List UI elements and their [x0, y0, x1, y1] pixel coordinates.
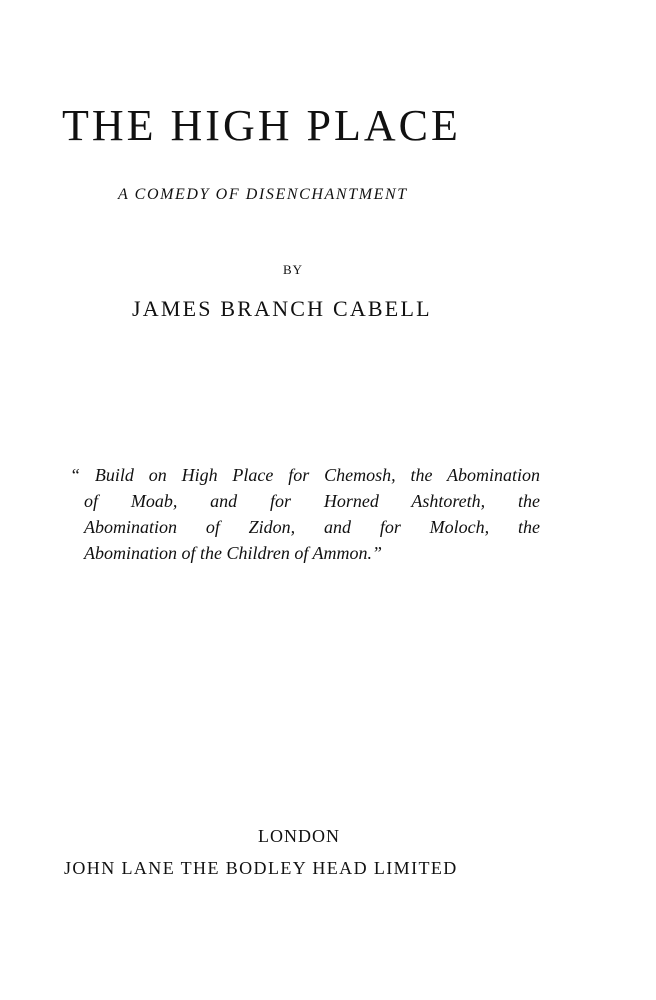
imprint-publisher: JOHN LANE THE BODLEY HEAD LIMITED: [64, 858, 458, 878]
epigraph-line: of Moab, and for Horned Ashtoreth, the: [84, 491, 540, 511]
book-title: THE HIGH PLACE: [62, 101, 461, 150]
book-subtitle: A COMEDY OF DISENCHANTMENT: [118, 186, 408, 203]
epigraph-line: “ Build on High Place for Chemosh, the Abomination: [70, 465, 540, 485]
author-name: JAMES BRANCH CABELL: [132, 296, 432, 321]
epigraph-line: Abomination of Zidon, and for Moloch, the: [84, 517, 540, 537]
imprint-place: LONDON: [258, 826, 340, 846]
epigraph-line: Abomination of the Children of Ammon.”: [84, 543, 383, 563]
byline-label: BY: [283, 262, 304, 277]
epigraph: [70, 462, 540, 566]
